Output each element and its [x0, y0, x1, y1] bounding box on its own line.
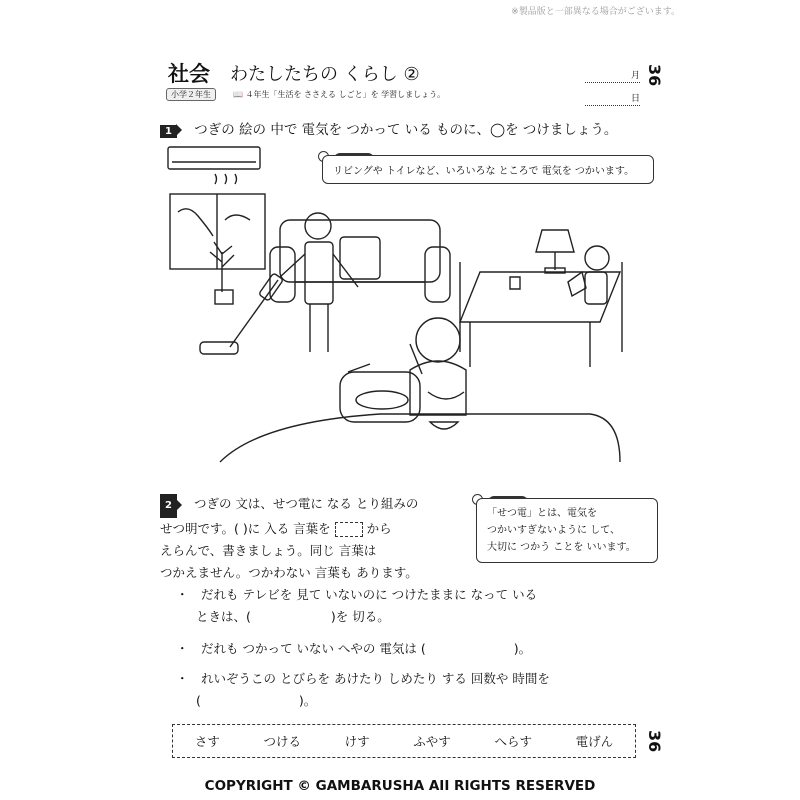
soup-bowl — [428, 392, 464, 429]
sample-notice: ※製品版と一部異なる場合がございます。 — [511, 7, 680, 17]
word-bank-item: ふやす — [413, 734, 451, 749]
subject-title: 社会 — [168, 62, 210, 86]
blank-box-example — [335, 522, 363, 537]
page-number-bottom: 36 — [645, 730, 664, 753]
question-1-text: つぎの 絵の 中で 電気を つかって いる ものに、◯を つけましょう。 — [194, 122, 618, 138]
point-box-2: 「せつ電」とは、電気を つかいすぎないように して、 大切に つかう ことを いいます。 — [476, 498, 658, 563]
question-2-line-4: つかえません。つかわない 言葉も あります。 — [160, 565, 418, 580]
item-2: ・ だれも つかって いない へやの 電気は ( )。 — [176, 641, 532, 656]
question-2 — [160, 493, 418, 584]
copyright-footer: COPYRIGHT © GAMBARUSHA AII RIGHTS RESERVED — [204, 778, 596, 794]
arrow-icon — [176, 124, 182, 136]
reference-line: 📖 ４年生「生活を ささえる しごと」を 学習しましょう。 — [233, 90, 446, 99]
word-bank-item: つける — [263, 734, 301, 749]
girl-eating — [410, 318, 466, 415]
question-number-badge: 1 — [160, 125, 177, 138]
grade-badge: 小学２年生 — [166, 88, 216, 101]
table-lamp[interactable] — [536, 230, 574, 273]
page-number-top: 36 — [645, 64, 664, 87]
dining-table — [460, 262, 622, 367]
question-2-line-3: えらんで、書きましょう。同じ 言葉は — [160, 543, 377, 558]
point-text-1: リビングや トイレなど、いろいろな ところで 電気を つかいます。 — [333, 166, 635, 177]
month-field[interactable]: 月 — [585, 60, 640, 83]
question-1 — [160, 118, 617, 138]
word-bank-item: へらす — [494, 734, 532, 749]
word-bank-item: さす — [194, 734, 220, 749]
question-2-line-2: せつ明です。( )に 入る 言葉を — [160, 521, 331, 536]
word-bank — [172, 724, 636, 758]
vacuum-cleaner[interactable] — [200, 273, 283, 354]
question-2-line-1: つぎの 文は、せつ電に なる とり組みの — [193, 496, 419, 511]
boy-reading — [568, 246, 609, 304]
arrow-icon — [176, 499, 182, 511]
living-room-illustration — [160, 142, 640, 472]
houseplant — [210, 242, 234, 304]
item-1: ・ だれも テレビを 見て いないのに つけたままに なって いる ときは、( )を 切る。 — [176, 587, 538, 624]
air-conditioner[interactable] — [168, 147, 260, 184]
lesson-title: わたしたちの くらし ② — [230, 64, 420, 85]
day-field[interactable]: 日 — [585, 83, 640, 106]
date-box — [585, 60, 640, 106]
question-2-line-2-suffix: から — [366, 521, 392, 536]
word-bank-item: 電げん — [575, 734, 614, 749]
book-icon: 📖 — [233, 90, 243, 99]
word-bank-item: けす — [344, 734, 370, 749]
item-3: ・ れいぞうこの とびらを あけたり しめたり する 回数や 時間を ( )。 — [176, 671, 550, 708]
low-table — [220, 414, 620, 462]
question-number-badge: 2 — [160, 494, 177, 518]
cup — [510, 277, 520, 289]
